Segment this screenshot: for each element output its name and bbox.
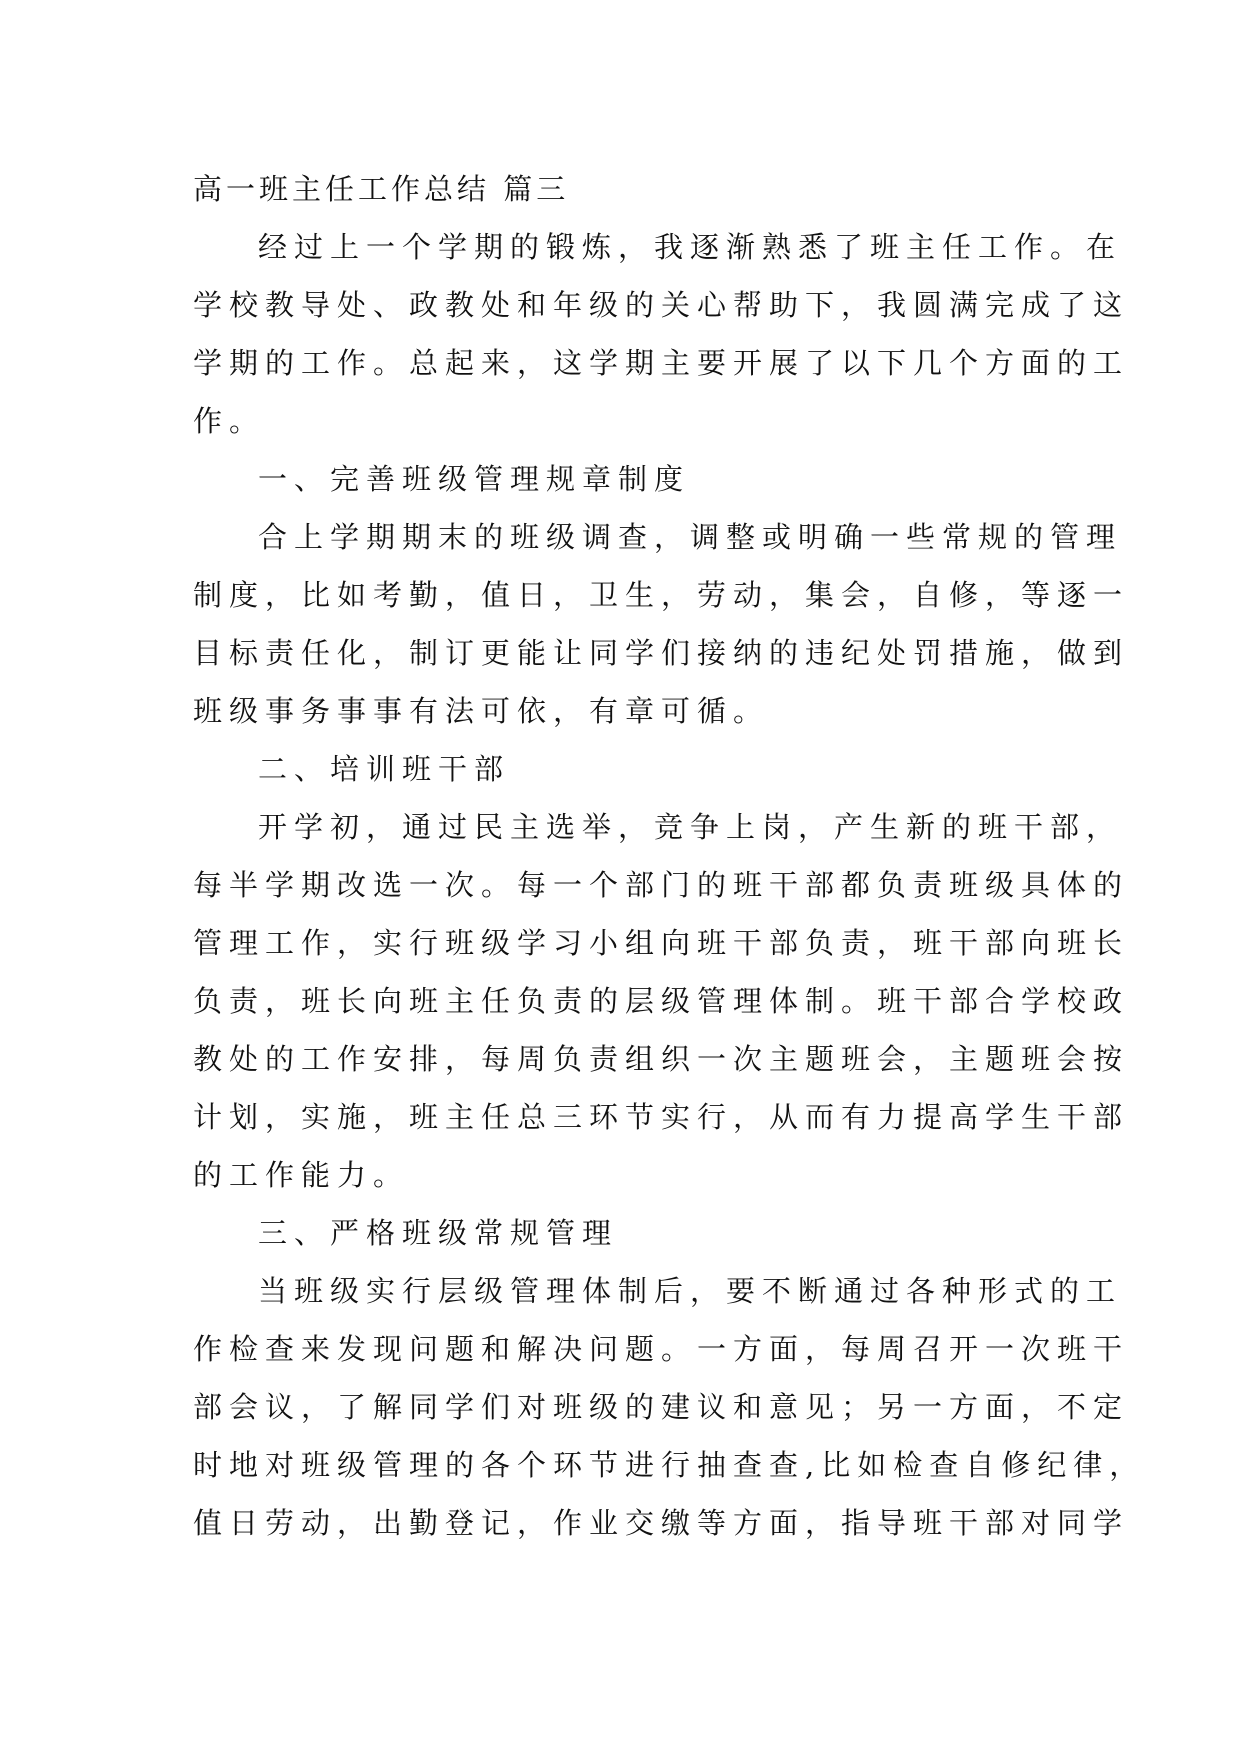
- paragraph-line: 教处的工作安排，每周负责组织一次主题班会，主题班会按: [193, 1042, 1130, 1076]
- paragraph-line: 部会议，了解同学们对班级的建议和意见；另一方面，不定: [193, 1390, 1130, 1424]
- paragraph-line: 合上学期期末的班级调查，调整或明确一些常规的管理: [258, 520, 1123, 554]
- paragraph-line: 作。: [193, 404, 266, 438]
- paragraph-line: 班级事务事事有法可依，有章可循。: [193, 694, 770, 728]
- section-heading: 三、严格班级常规管理: [258, 1216, 619, 1250]
- paragraph-line: 每半学期改选一次。每一个部门的班干部都负责班级具体的: [193, 868, 1130, 902]
- paragraph-line: 管理工作，实行班级学习小组向班干部负责，班干部向班长: [193, 926, 1130, 960]
- document-title: 高一班主任工作总结 篇三: [193, 172, 570, 206]
- paragraph-line: 计划，实施，班主任总三环节实行，从而有力提高学生干部: [193, 1100, 1130, 1134]
- paragraph-line: 的工作能力。: [193, 1158, 410, 1192]
- paragraph-line: 学校教导处、政教处和年级的关心帮助下，我圆满完成了这: [193, 288, 1130, 322]
- document-body: [193, 160, 1146, 1552]
- paragraph-line: 负责，班长向班主任负责的层级管理体制。班干部合学校政: [193, 984, 1130, 1018]
- paragraph-line: 学期的工作。总起来，这学期主要开展了以下几个方面的工: [193, 346, 1130, 380]
- section-heading: 一、完善班级管理规章制度: [258, 462, 691, 496]
- paragraph-line: 制度，比如考勤，值日，卫生，劳动，集会，自修，等逐一: [193, 578, 1130, 612]
- paragraph-line: 开学初，通过民主选举，竞争上岗，产生新的班干部，: [258, 810, 1123, 844]
- paragraph-line: 当班级实行层级管理体制后，要不断通过各种形式的工: [258, 1274, 1123, 1308]
- paragraph-line: 值日劳动，出勤登记，作业交缴等方面，指导班干部对同学: [193, 1506, 1130, 1540]
- paragraph-line: 时地对班级管理的各个环节进行抽查查,比如检查自修纪律，: [193, 1448, 1146, 1482]
- paragraph-line: 经过上一个学期的锻炼，我逐渐熟悉了班主任工作。在: [258, 230, 1123, 264]
- section-heading: 二、培训班干部: [258, 752, 511, 786]
- paragraph-line: 目标责任化，制订更能让同学们接纳的违纪处罚措施，做到: [193, 636, 1130, 670]
- paragraph-line: 作检查来发现问题和解决问题。一方面，每周召开一次班干: [193, 1332, 1130, 1366]
